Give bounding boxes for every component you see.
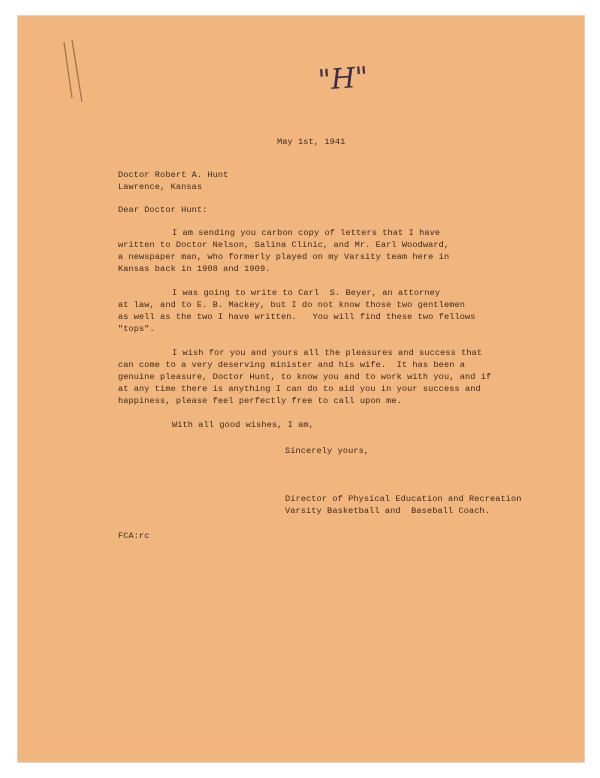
paragraph-line: written to Doctor Nelson, Salina Clinic, and Mr. Earl Woodward, bbox=[118, 240, 450, 250]
recipient-name: Doctor Robert A. Hunt bbox=[118, 170, 229, 180]
pencil-mark-icon bbox=[58, 38, 98, 108]
paragraph-line: I am sending you carbon copy of letters that I have bbox=[172, 228, 441, 238]
letter-date: May 1st, 1941 bbox=[277, 137, 346, 147]
paragraph-line: genuine pleasure, Doctor Hunt, to know you and to work with you, and if bbox=[118, 372, 492, 382]
paragraph-line: at any time there is anything I can do to aid you in your success and bbox=[118, 384, 481, 394]
paragraph-line: happiness, please feel perfectly free to call upon me. bbox=[118, 396, 402, 406]
paragraph-line: I was going to write to Carl S. Beyer, an attorney bbox=[172, 288, 441, 298]
paragraph-line: can come to a very deserving minister and his wife. It has been a bbox=[118, 360, 465, 370]
paragraph-line: at law, and to E. B. Mackey, but I do not know those two gentlemen bbox=[118, 300, 465, 310]
letter-page bbox=[18, 16, 584, 762]
paragraph-line: "tops". bbox=[118, 324, 155, 334]
paragraph-line: Kansas back in 1908 and 1909. bbox=[118, 264, 271, 274]
handwritten-annotation: "H" bbox=[316, 60, 370, 97]
salutation: Dear Doctor Hunt: bbox=[118, 205, 208, 215]
paragraph-line: as well as the two I have written. You will find these two fellows bbox=[118, 312, 476, 322]
reference-initials: FCA:rc bbox=[118, 531, 150, 541]
recipient-city: Lawrence, Kansas bbox=[118, 182, 203, 192]
paragraph-line: a newspaper man, who formerly played on my Varsity team here in bbox=[118, 252, 450, 262]
signature-title: Varsity Basketball and Baseball Coach. bbox=[285, 506, 491, 516]
signature-title: Director of Physical Education and Recreation bbox=[285, 494, 522, 504]
closing: Sincerely yours, bbox=[285, 446, 370, 456]
closing-wish: With all good wishes, I am, bbox=[172, 420, 314, 430]
paragraph-line: I wish for you and yours all the pleasures and success that bbox=[172, 348, 483, 358]
